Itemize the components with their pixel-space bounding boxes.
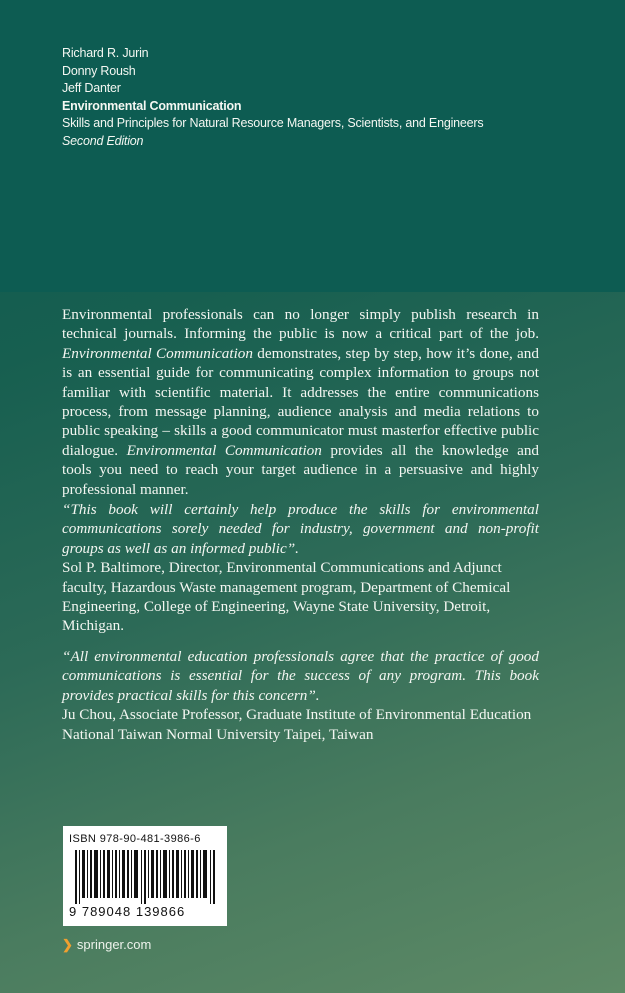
quote-attribution: Sol P. Baltimore, Director, Environmental Communications and Adjunct faculty, Hazardous Waste management program, Department of Chemical Engineering, College of Engineering, Wayne State University, Detroit, Michigan. bbox=[62, 559, 511, 635]
barcode-box bbox=[63, 826, 227, 926]
description-text: demonstrates, step by step, how it’s done, and is an essential guide for communicating complex information to groups not familiar with scientific material. It addresses the entire communications process, from message planning, audience analysis and media relations to public speaking – skills a good communicator must masterfor effective public dialogue. bbox=[62, 344, 539, 459]
description-title-ref: Environmental Communication bbox=[126, 441, 322, 459]
book-description bbox=[62, 305, 539, 499]
description-paragraph bbox=[62, 305, 539, 499]
barcode-icon bbox=[75, 850, 217, 904]
review-quote bbox=[62, 647, 539, 744]
book-credits bbox=[62, 45, 483, 150]
quote-text: “This book will certainly help produce the skills for environmental communications sorely needed for industry, government and non-profit groups as well as an informed public”. bbox=[62, 501, 539, 557]
author-name: Richard R. Jurin bbox=[62, 46, 149, 60]
description-text: Environmental professionals can no longer simply publish research in technical journals. Informing the public is now a critical part of the job. bbox=[62, 306, 539, 343]
barcode-number: 9 789048 139866 bbox=[69, 904, 186, 919]
springer-link-text[interactable]: springer.com bbox=[76, 937, 152, 952]
quote-attribution: Ju Chou, Associate Professor, Graduate Institute of Environmental Education National Taiwan Normal University Taipei, Taiwan bbox=[62, 706, 532, 743]
book-title: Environmental Communication bbox=[62, 98, 242, 113]
isbn-label: ISBN 978-90-481-3986-6 bbox=[69, 833, 201, 845]
book-edition: Second Edition bbox=[62, 133, 144, 148]
quote-text: “All environmental education professionals agree that the practice of good communications is essential for the success of any program. This book provides practical skills for this concern”. bbox=[62, 648, 539, 704]
chevron-right-icon: ❯ bbox=[62, 937, 73, 952]
author-name: Donny Roush bbox=[62, 63, 136, 78]
springer-link[interactable] bbox=[62, 937, 151, 953]
review-quote bbox=[62, 500, 539, 636]
description-title-ref: Environmental Communication bbox=[62, 344, 253, 362]
description-text: provides all the knowledge and tools you need to reach your target audience in a persuasive and highly professional manner. bbox=[62, 441, 540, 498]
author-name: Jeff Danter bbox=[62, 81, 121, 95]
book-subtitle: Skills and Principles for Natural Resource Managers, Scientists, and Engineers bbox=[62, 116, 484, 130]
